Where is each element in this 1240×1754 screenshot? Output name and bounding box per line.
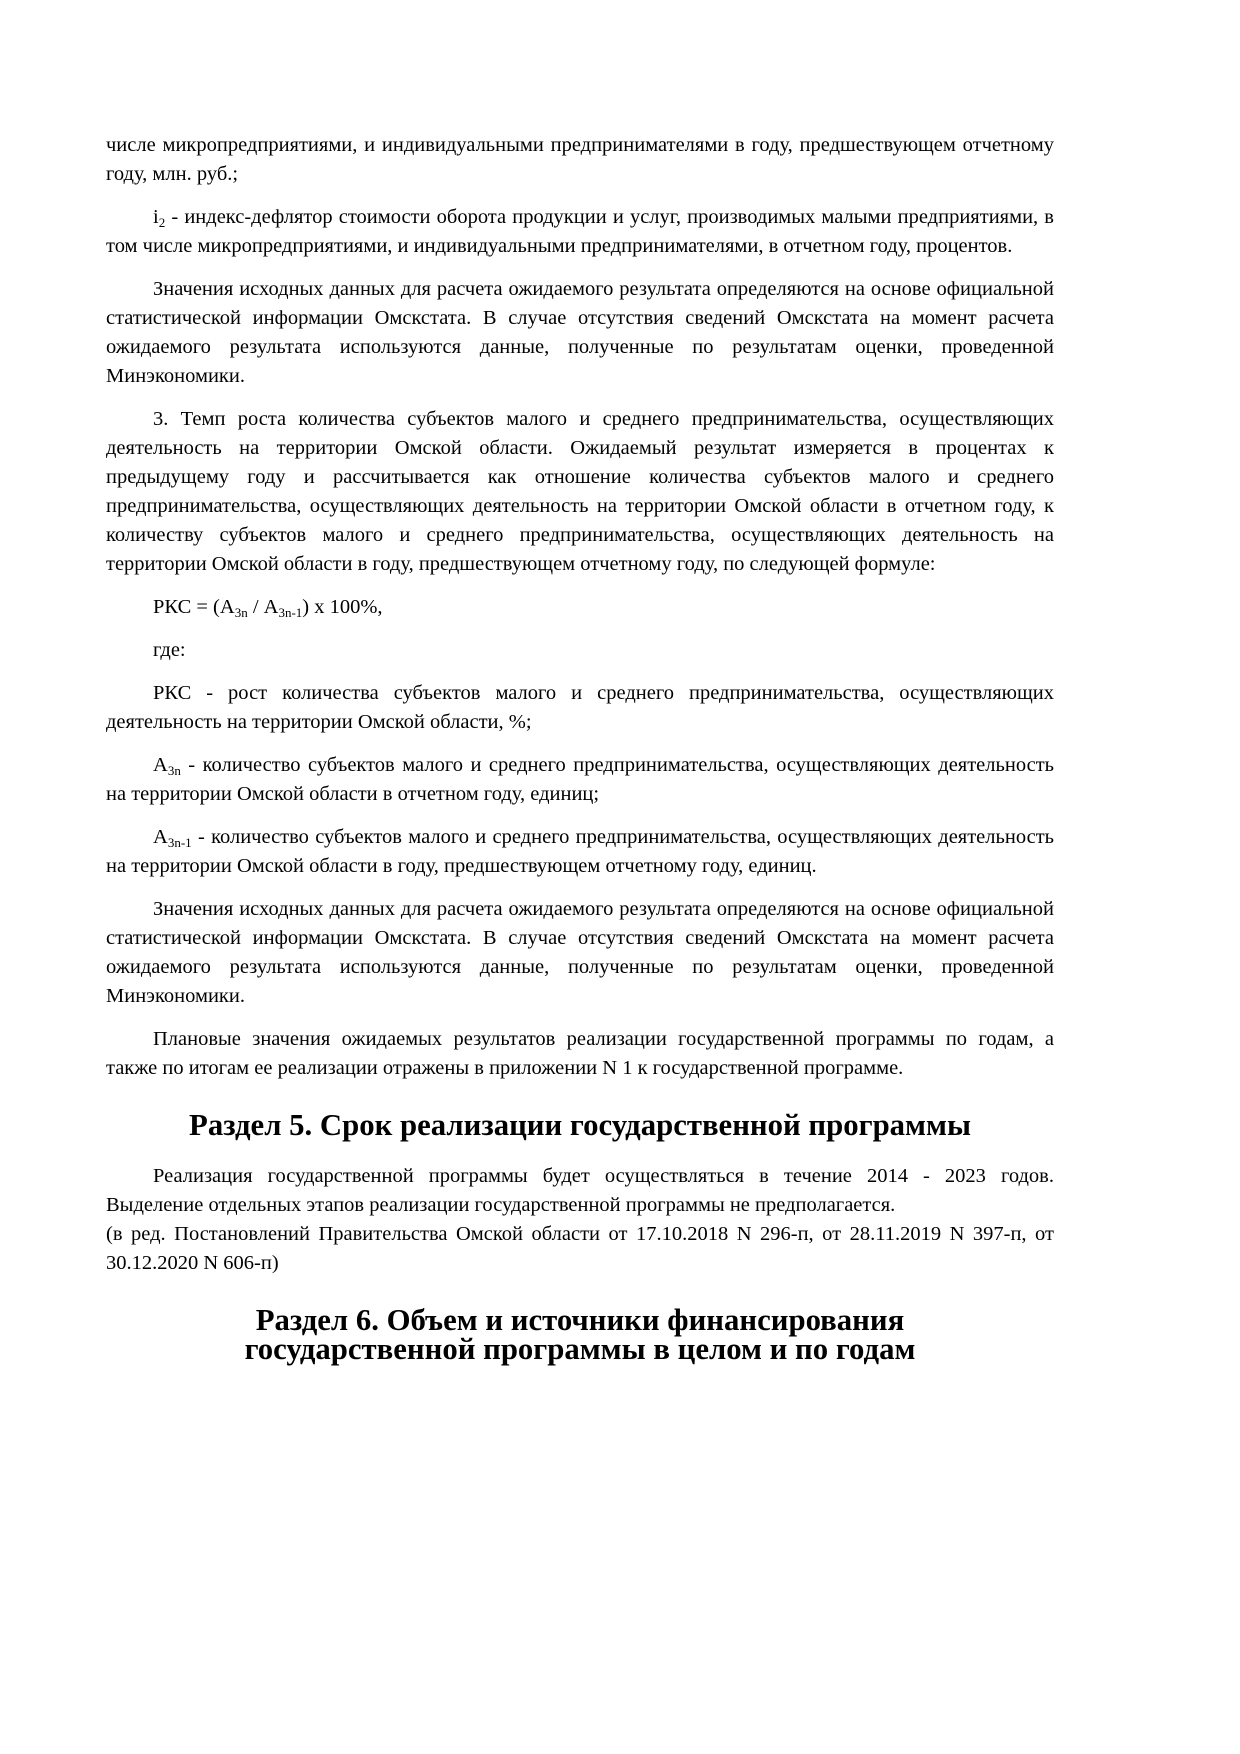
subscript-text: 2 <box>158 215 166 230</box>
subscript-text: 3n <box>234 605 248 620</box>
paragraph-planned-values: Плановые значения ожидаемых результатов реализации государственной программы по годам, а также по итогам ее реализации отражены в приложении N 1 к государственной программе. <box>106 1028 1054 1079</box>
paragraph-deflator-definition <box>106 203 1054 261</box>
text-run: РКС = (А <box>153 596 235 618</box>
subscript-text: 3n <box>167 763 181 778</box>
text-run: - количество субъектов малого и среднего предпринимательства, осуществляющих деятельность на территории Омской области в отчетном году, единиц; <box>106 754 1054 805</box>
paragraph-implementation-period: Реализация государственной программы будет осуществляться в течение 2014 - 2023 годов. Выделение отдельных этапов реализации государственной программы не предполагается. <box>106 1165 1054 1216</box>
text-run: А <box>153 826 168 848</box>
paragraph-where: где: <box>153 639 186 661</box>
text-run: ) х 100%, <box>302 596 383 618</box>
paragraph-a3n1-definition <box>106 823 1054 881</box>
heading-section-6 <box>106 1303 1054 1366</box>
formula-rks <box>106 593 1054 622</box>
heading-line: государственной программы в целом и по годам <box>244 1332 916 1366</box>
text-run: - количество субъектов малого и среднего предпринимательства, осуществляющих деятельность на территории Омской области в году, предшествующем отчетному году, единиц. <box>106 826 1054 877</box>
text-run: А <box>153 754 168 776</box>
amendment-note: (в ред. Постановлений Правительства Омской области от 17.10.2018 N 296-п, от 28.11.2019 N 397-п, от 30.12.2020 N 606-п) <box>106 1223 1054 1274</box>
heading-line: Раздел 6. Объем и источники финансирования <box>255 1303 905 1337</box>
paragraph-source-data: Значения исходных данных для расчета ожидаемого результата определяются на основе официальной статистической информации Омскстата. В случае отсутствия сведений Омскстата на момент расчета ожидаемого результата используются данные, полученные по результатам оценки, проведенной Минэкономики. <box>106 278 1054 387</box>
paragraph-a3n-definition <box>106 751 1054 809</box>
text-run: - индекс-дефлятор стоимости оборота продукции и услуг, производимых малыми предприятиями, в том числе микропредприятиями, и индивидуальными предпринимателями, в отчетном году, процентов. <box>106 206 1054 257</box>
paragraph-growth-rate: 3. Темп роста количества субъектов малого и среднего предпринимательства, осуществляющих деятельность на территории Омской области. Ожидаемый результат измеряется в процентах к предыдущему году и рассчитывается как отношение количества субъектов малого и среднего предпринимательства, осуществляющих деятельность на территории Омской области в отчетном году, к количеству субъектов малого и среднего предпринимательства, осуществляющих деятельность на территории Омской области в году, предшествующем отчетному году, по следующей формуле: <box>106 408 1054 575</box>
heading-section-5: Раздел 5. Срок реализации государственной программы <box>189 1108 971 1142</box>
paragraph-continuation: числе микропредприятиями, и индивидуальными предпринимателями в году, предшествующем отчетному году, млн. руб.; <box>106 134 1054 185</box>
subscript-text: 3n-1 <box>278 605 303 620</box>
text-run: i <box>153 206 159 228</box>
paragraph-source-data-repeat: Значения исходных данных для расчета ожидаемого результата определяются на основе официальной статистической информации Омскстата. В случае отсутствия сведений Омскстата на момент расчета ожидаемого результата используются данные, полученные по результатам оценки, проведенной Минэкономики. <box>106 898 1054 1007</box>
text-run: / А <box>247 596 279 618</box>
paragraph-rks-definition: РКС - рост количества субъектов малого и среднего предпринимательства, осуществляющих деятельность на территории Омской области, %; <box>106 682 1054 733</box>
subscript-text: 3n-1 <box>167 835 192 850</box>
